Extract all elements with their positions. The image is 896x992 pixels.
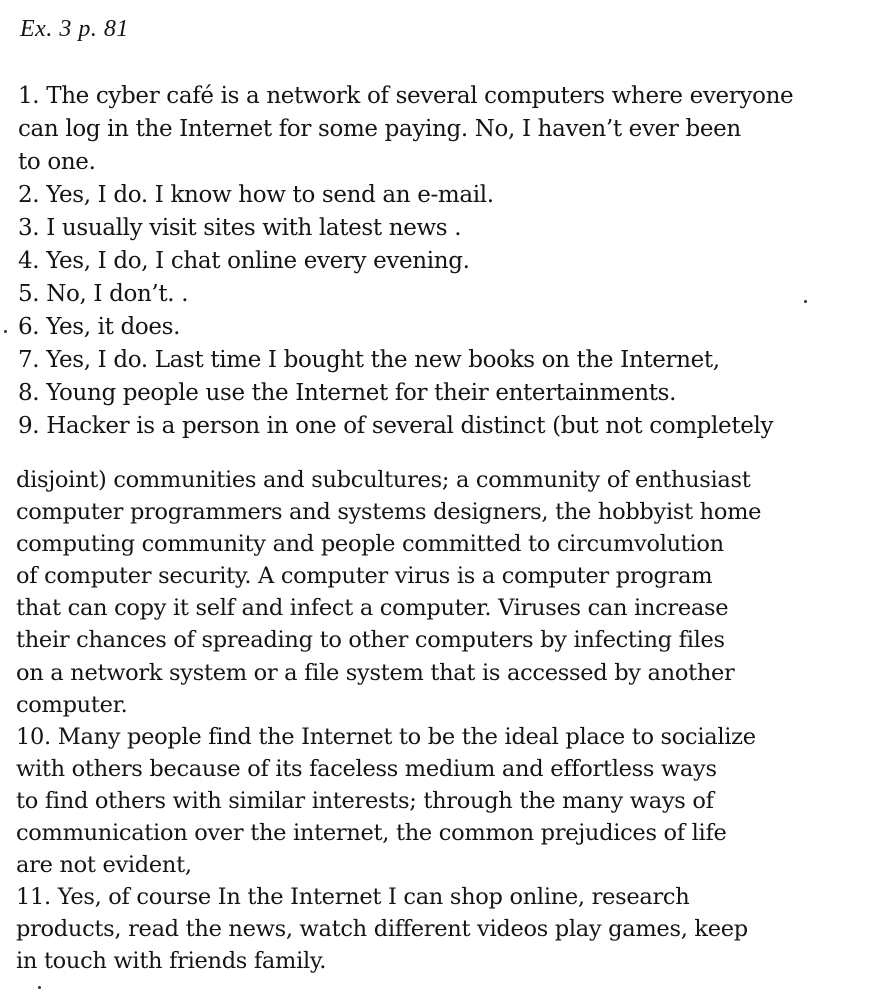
text-line: 8. Young people use the Internet for their entertainments. <box>18 380 677 406</box>
scan-speck <box>4 330 7 333</box>
text-line: 2. Yes, I do. I know how to send an e-mail. <box>18 182 494 208</box>
text-line: 6. Yes, it does. <box>18 314 181 340</box>
text-line: 4. Yes, I do, I chat online every evening. <box>18 248 470 274</box>
text-line: 11. Yes, of course In the Internet I can shop online, research <box>16 884 690 911</box>
text-line: of computer security. A computer virus is a computer program <box>16 563 713 590</box>
text-line: to one. <box>18 149 96 175</box>
text-line: 1. The cyber café is a network of several computers where everyone <box>18 83 794 109</box>
text-line: in touch with friends family. <box>16 948 327 975</box>
answers-block-top <box>18 80 793 443</box>
text-line: can log in the Internet for some paying. No, I haven’t ever been <box>18 116 741 142</box>
text-line: 3. I usually visit sites with latest news . <box>18 215 462 241</box>
answers-block-bottom <box>16 464 761 978</box>
text-line: 9. Hacker is a person in one of several distinct (but not completely <box>18 413 774 439</box>
text-line: 7. Yes, I do. Last time I bought the new books on the Internet, <box>18 347 720 373</box>
text-line: to find others with similar interests; through the many ways of <box>16 787 714 814</box>
text-line: computer. <box>16 691 128 718</box>
text-line: computing community and people committed to circumvolution <box>16 531 724 558</box>
text-line: 5. No, I don’t. . <box>18 281 189 307</box>
text-line: communication over the internet, the common prejudices of life <box>16 820 727 847</box>
scan-speck <box>38 986 41 989</box>
text-line: computer programmers and systems designers, the hobbyist home <box>16 499 762 526</box>
scan-speck <box>804 300 807 303</box>
text-line: that can copy it self and infect a computer. Viruses can increase <box>16 595 729 622</box>
text-line: are not evident, <box>16 852 192 879</box>
text-line: with others because of its faceless medium and effortless ways <box>16 755 717 782</box>
text-line: on a network system or a file system that is accessed by another <box>16 659 735 686</box>
text-line: disjoint) communities and subcultures; a community of enthusiast <box>16 467 751 493</box>
text-line: products, read the news, watch different videos play games, keep <box>16 916 748 943</box>
text-line: 10. Many people find the Internet to be the ideal place to socialize <box>16 723 756 750</box>
exercise-reference: Ex. 3 p. 81 <box>20 16 129 42</box>
text-line: their chances of spreading to other computers by infecting files <box>16 627 725 654</box>
